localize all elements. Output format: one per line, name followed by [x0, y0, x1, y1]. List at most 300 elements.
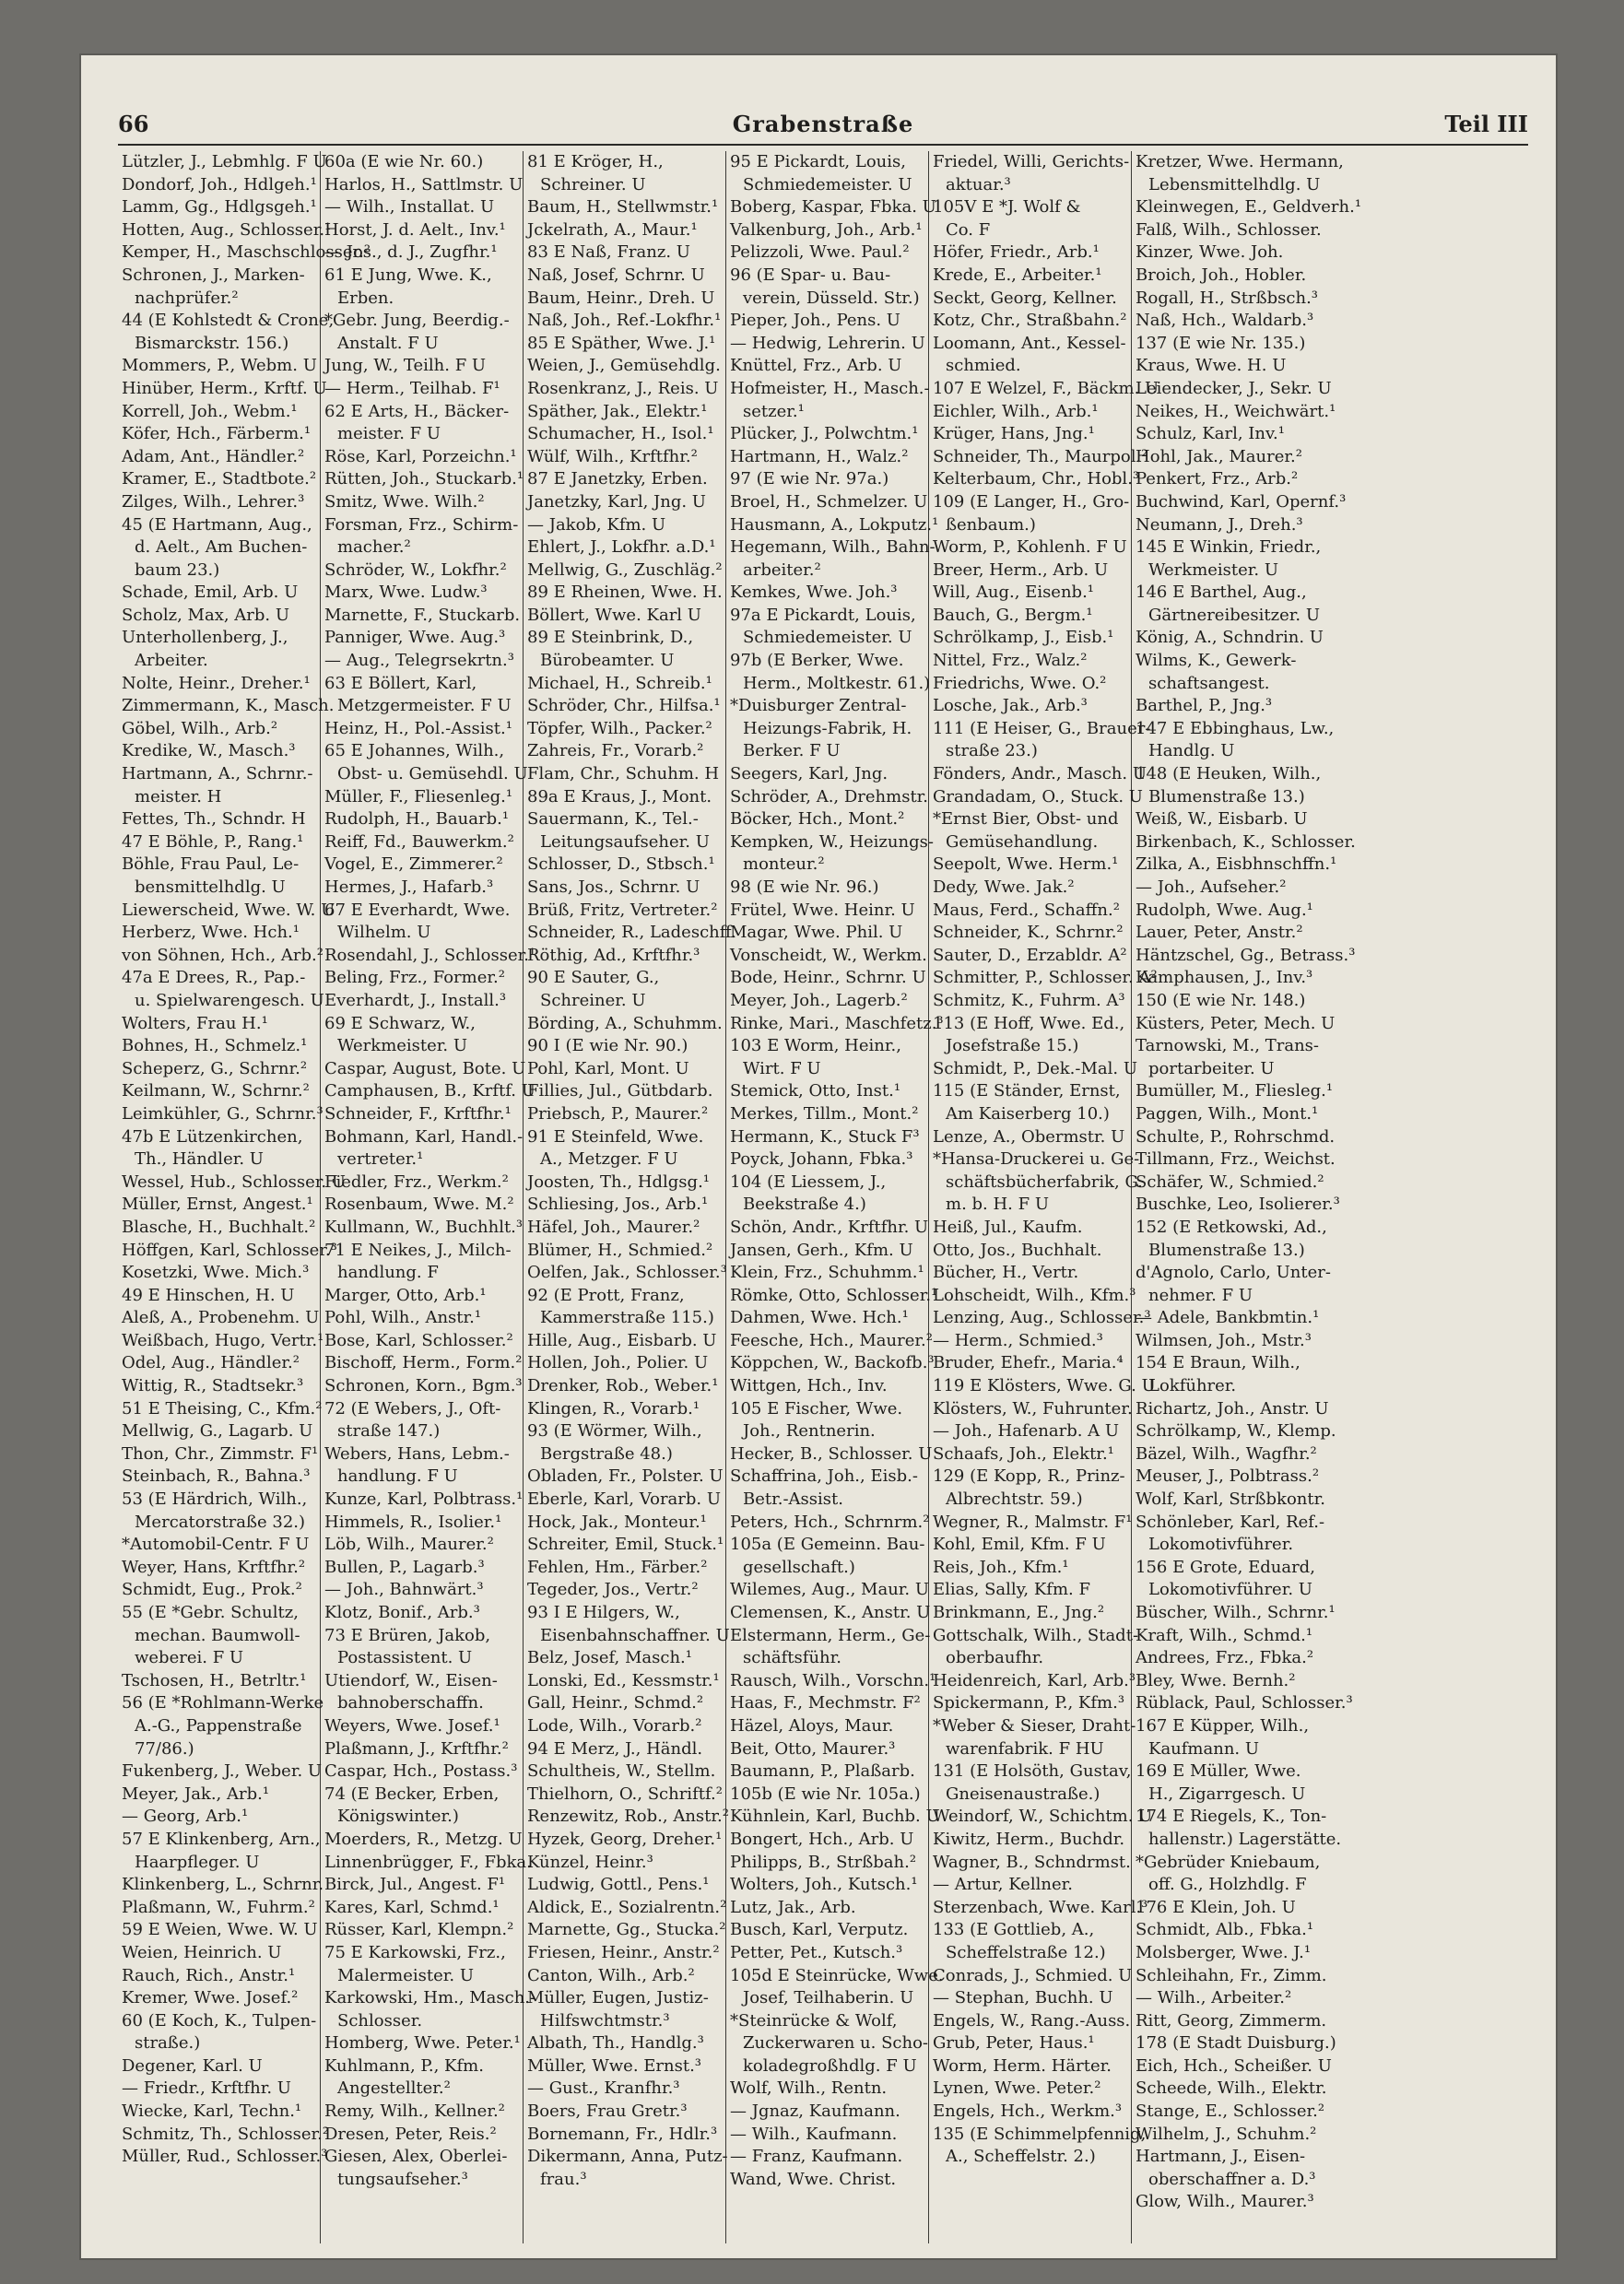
directory-entry: Spickermann, P., Kfm.³ [933, 1693, 1125, 1713]
directory-entry: nehmer. F U [1148, 1285, 1253, 1305]
directory-entry: Schneider, K., Schrnr.² [933, 923, 1124, 943]
directory-entry: Friesen, Heinr., Anstr.² [527, 1942, 720, 1962]
directory-entry: Weyer, Hans, Krftfhr.² [122, 1557, 306, 1577]
directory-entry: Keilmann, W., Schrnr.² [122, 1081, 310, 1101]
directory-entry: 97b (E Berker, Wwe. [730, 651, 904, 671]
directory-entry: Wittig, R., Stadtsekr.³ [122, 1376, 304, 1396]
directory-entry: Stange, E., Schlosser.² [1136, 2102, 1325, 2122]
directory-entry: Blümer, H., Schmied.² [527, 1240, 713, 1260]
directory-entry: Bismarckstr. 156.) [135, 333, 289, 353]
directory-entry: d. Aelt., Am Buchen- [135, 537, 308, 558]
directory-entry: *Automobil-Centr. F U [122, 1535, 310, 1555]
directory-entry: Josef, Teilhaberin. U [743, 1988, 914, 2008]
directory-entry: Lenze, A., Obermstr. U [933, 1126, 1125, 1147]
directory-entry: 44 (E Kohlstedt & Crone, [122, 311, 335, 331]
directory-entry: Lode, Wilh., Vorarb.² [527, 1715, 702, 1736]
directory-entry: Grub, Peter, Haus.¹ [933, 2033, 1095, 2054]
directory-entry: Königswinter.) [337, 1807, 459, 1827]
directory-entry: Harlos, H., Sattlmstr. U [324, 174, 524, 194]
directory-entry: Naß, Hch., Waldarb.³ [1136, 311, 1314, 331]
directory-entry: 65 E Johannes, Wilh., [324, 741, 505, 761]
directory-entry: A., Metzger. F U [540, 1149, 678, 1170]
directory-entry: vertreter.¹ [337, 1149, 424, 1170]
directory-entry: Obladen, Fr., Polster. U [527, 1466, 724, 1487]
directory-entry: Müller, F., Fliesenleg.¹ [324, 786, 513, 806]
directory-entry: Wilemes, Aug., Maur. U [730, 1580, 930, 1600]
directory-entry: Merkes, Tillm., Mont.² [730, 1103, 919, 1124]
directory-entry: tungsaufseher.³ [337, 2169, 468, 2189]
directory-entry: Baum, H., Stellwmstr.¹ [527, 197, 719, 218]
directory-entry: Krüger, Hans, Jng.¹ [933, 424, 1095, 444]
directory-entry: 174 E Riegels, K., Ton- [1136, 1807, 1327, 1827]
directory-entry: Lokomotivführer. U [1148, 1580, 1312, 1600]
directory-entry: Schmiedemeister. U [743, 174, 912, 194]
directory-entry: warenfabrik. F HU [946, 1738, 1104, 1759]
directory-entry: m. b. H. F U [946, 1195, 1049, 1215]
directory-entry: Baumann, P., Plaßarb. [730, 1761, 915, 1782]
directory-entry: Marger, Otto, Arb.¹ [324, 1285, 487, 1305]
directory-entry: Klotz, Bonif., Arb.³ [324, 1603, 480, 1622]
directory-column [1132, 151, 1362, 2243]
directory-entry: Sauter, D., Erzabldr. A² [933, 945, 1127, 965]
directory-entry: 47 E Böhle, P., Rang.¹ [122, 831, 304, 852]
directory-entry: Priebsch, P., Maurer.² [527, 1103, 709, 1124]
directory-entry: Bürobeamter. U [540, 651, 675, 671]
directory-entry: Büscher, Wilh., Schrnr.¹ [1136, 1603, 1336, 1622]
directory-entry: Leimkühler, G., Schrnr.³ [122, 1103, 324, 1124]
directory-entry: 96 (E Spar- u. Bau- [730, 265, 891, 285]
directory-entry: frau.³ [540, 2169, 587, 2189]
directory-entry: A.-G., Pappenstraße [135, 1715, 302, 1736]
directory-entry: Wolters, Joh., Kutsch.¹ [730, 1875, 918, 1895]
directory-entry: Friedrichs, Wwe. O.² [933, 673, 1107, 693]
directory-entry: Paggen, Wilh., Mont.¹ [1136, 1103, 1319, 1124]
directory-entry: Gottschalk, Wilh., Stadt- [933, 1625, 1139, 1645]
directory-entry: handlung. F [337, 1263, 439, 1283]
directory-entry: 89 E Steinbrink, D., [527, 628, 694, 648]
directory-entry: Schneider, Th., Maurpol.² [933, 446, 1148, 466]
directory-entry: Eisenbahnschaffner. U [540, 1625, 730, 1645]
directory-entry: 105d E Steinrücke, Wwe. [730, 1965, 944, 1985]
directory-entry: 72 (E Webers, J., Oft- [324, 1398, 501, 1419]
directory-entry: Philipps, B., Strßbah.² [730, 1852, 917, 1872]
directory-entry: 92 (E Prott, Franz, [527, 1285, 685, 1305]
directory-entry: Fillies, Jul., Gütbdarb. [527, 1081, 713, 1101]
directory-entry: 104 (E Liessem, J., [730, 1171, 887, 1192]
directory-entry: 81 E Kröger, H., [527, 152, 664, 171]
directory-entry: Worm, Herm. Härter. [933, 2055, 1112, 2076]
directory-entry: Josefstraße 15.) [946, 1036, 1079, 1056]
directory-entry: nachprüfer.² [135, 288, 239, 308]
directory-entry: Schaffrina, Joh., Eisb.- [730, 1466, 918, 1487]
directory-entry: Erben. [337, 288, 394, 308]
directory-entry: Meyer, Joh., Lagerb.² [730, 990, 908, 1010]
directory-entry: Thielhorn, O., Schriftf.² [527, 1784, 723, 1804]
directory-entry: Wiecke, Karl, Techn.¹ [122, 2102, 302, 2122]
directory-entry: Aleß, A., Probenehm. U [122, 1308, 320, 1328]
directory-entry: Rinke, Mari., Maschfetz.³ [730, 1013, 944, 1033]
directory-entry: Lokführer. [1148, 1376, 1237, 1396]
directory-entry: Bumüller, M., Fliesleg.¹ [1136, 1081, 1334, 1101]
directory-entry: Römke, Otto, Schlosser.¹ [730, 1285, 938, 1305]
directory-entry: 133 (E Gottlieb, A., [933, 1920, 1095, 1940]
directory-entry: Tillmann, Frz., Weichst. [1136, 1149, 1336, 1170]
directory-entry: 59 E Weien, Wwe. W. U [122, 1920, 318, 1940]
directory-entry: Elias, Sally, Kfm. F [933, 1580, 1090, 1600]
directory-entry: monteur.² [743, 854, 825, 875]
directory-entry: Kinzer, Wwe. Joh. [1136, 242, 1284, 263]
directory-entry: Seckt, Georg, Kellner. [933, 288, 1117, 308]
directory-entry: Schmitz, Th., Schlosser.² [122, 2124, 330, 2144]
directory-entry: Mommers, P., Webm. U [122, 356, 317, 376]
directory-column [726, 151, 944, 2243]
directory-entry: Sans, Jos., Schrnr. U [527, 877, 700, 897]
directory-entry: Schreiter, Emil, Stuck.¹ [527, 1535, 724, 1555]
street-name: Grabenstraße [732, 111, 914, 137]
directory-entry: Tschosen, H., Betrltr.¹ [122, 1670, 307, 1690]
directory-entry: Sauermann, K., Tel.- [527, 809, 699, 830]
directory-entry: Joosten, Th., Hdlgsg.¹ [527, 1171, 711, 1192]
directory-entry: Valkenburg, Joh., Arb.¹ [730, 219, 923, 240]
directory-entry: Rogall, H., Strßbsch.³ [1136, 288, 1319, 308]
directory-entry: Hock, Jak., Monteur.¹ [527, 1512, 707, 1532]
directory-entry: Rosenbaum, Wwe. M.² [324, 1195, 514, 1215]
directory-entry: Wülf, Wilh., Krftfhr.² [527, 446, 698, 466]
directory-entry: Röthig, Ad., Krftfhr.³ [527, 945, 700, 965]
directory-entry: Schlosser, D., Stbsch.¹ [527, 854, 715, 875]
directory-column [321, 151, 536, 2243]
directory-entry: aktuar.³ [946, 174, 1011, 194]
directory-entry: Remy, Wilh., Kellner.² [324, 2102, 505, 2122]
directory-entry: Lamm, Gg., Hdlgsgeh.¹ [122, 197, 317, 218]
directory-entry: Buschke, Leo, Isolierer.³ [1136, 1195, 1340, 1215]
directory-entry: Fehlen, Hm., Färber.² [527, 1557, 708, 1577]
directory-entry: Glow, Wilh., Maurer.³ [1136, 2192, 1314, 2212]
directory-entry: Bücher, H., Vertr. [933, 1263, 1079, 1283]
directory-entry: Beit, Otto, Maurer.³ [730, 1738, 896, 1759]
directory-entry: Kaufmann. U [1148, 1738, 1260, 1759]
directory-entry: off. G., Holzhdlg. F [1148, 1875, 1307, 1895]
directory-entry: Kamphausen, J., Inv.³ [1136, 968, 1313, 988]
directory-entry: Zilka, A., Eisbhnschffn.¹ [1136, 854, 1337, 875]
directory-entry: Fukenberg, J., Weber. U [122, 1761, 323, 1782]
directory-entry: Richartz, Joh., Anstr. U [1136, 1398, 1329, 1419]
directory-entry: Mellwig, G., Lagarb. U [122, 1421, 313, 1442]
directory-entry: handlung. F U [337, 1466, 458, 1487]
directory-entry: Lonski, Ed., Kessmstr.¹ [527, 1670, 720, 1690]
directory-entry: Kammerstraße 115.) [540, 1308, 714, 1328]
directory-entry: Busch, Karl, Verputz. [730, 1920, 909, 1940]
directory-entry: Kullmann, W., Buchhlt.³ [324, 1217, 524, 1237]
directory-entry: Müller, Eugen, Justiz- [527, 1988, 709, 2008]
directory-entry: Schmiedemeister. U [743, 628, 912, 648]
directory-entry: Zahreis, Fr., Vorarb.² [527, 741, 704, 761]
directory-entry: — Wilh., Installat. U [324, 197, 495, 218]
directory-entry: Schmitz, K., Fuhrm. A³ [933, 990, 1125, 1010]
directory-entry: Malermeister. U [337, 1965, 475, 1985]
directory-entry: Albrechtstr. 59.) [946, 1489, 1083, 1510]
directory-entry: 146 E Barthel, Aug., [1136, 583, 1307, 603]
directory-entry: 67 E Everhardt, Wwe. [324, 900, 511, 920]
directory-entry: Schronen, J., Marken- [122, 265, 305, 285]
directory-entry: Kosetzki, Wwe. Mich.³ [122, 1263, 310, 1283]
directory-entry: Werkmeister. U [337, 1036, 468, 1056]
directory-entry: Hermes, J., Hafarb.³ [324, 877, 494, 897]
directory-entry: 147 E Ebbinghaus, Lw., [1136, 718, 1335, 738]
directory-entry: meister. F U [337, 424, 441, 444]
directory-entry: Smitz, Wwe. Wilh.² [324, 491, 485, 512]
directory-entry: Schönleber, Karl, Ref.- [1136, 1512, 1325, 1532]
directory-entry: Engels, W., Rang.-Auss. [933, 2010, 1131, 2031]
directory-entry: Mercatorstraße 32.) [135, 1512, 306, 1532]
directory-entry: 150 (E wie Nr. 148.) [1136, 990, 1306, 1010]
directory-entry: Böcker, Hch., Mont.² [730, 809, 905, 830]
directory-entry: 105a (E Gemeinn. Bau- [730, 1535, 925, 1555]
directory-entry: Hille, Aug., Eisbarb. U [527, 1330, 717, 1350]
directory-entry: Barthel, P., Jng.³ [1136, 696, 1273, 716]
directory-entry: Odel, Aug., Händler.² [122, 1353, 300, 1373]
directory-entry: Handlg. U [1148, 741, 1235, 761]
directory-entry: Schmidt, P., Dek.-Mal. U [933, 1058, 1137, 1078]
directory-entry: Schön, Andr., Krftfhr. U [730, 1217, 929, 1237]
directory-entry: 47b E Lützenkirchen, [122, 1126, 303, 1147]
directory-entry: Wilmsen, Joh., Mstr.³ [1136, 1330, 1312, 1350]
directory-entry: Hilfswchtmstr.³ [540, 2010, 670, 2031]
directory-entry: Knüttel, Frz., Arb. U [730, 356, 902, 376]
directory-entry: Joh., Rentnerin. [743, 1421, 876, 1442]
directory-entry: Berker. F U [743, 741, 841, 761]
directory-entry: straße 23.) [946, 741, 1038, 761]
directory-entry: 90 I (E wie Nr. 90.) [527, 1036, 688, 1056]
directory-entry: Böhle, Frau Paul, Le- [122, 854, 300, 875]
directory-entry: 169 E Müller, Wwe. [1136, 1761, 1301, 1782]
directory-entry: Plücker, J., Polwchtm.¹ [730, 424, 919, 444]
directory-entry: Weyers, Wwe. Josef.¹ [324, 1715, 500, 1736]
directory-entry: Maus, Ferd., Schaffn.² [933, 900, 1120, 920]
directory-entry: Gall, Heinr., Schmd.² [527, 1693, 704, 1713]
directory-entry: — Artur, Kellner. [933, 1875, 1073, 1895]
directory-entry: ßenbaum.) [946, 514, 1036, 535]
directory-entry: Unterhollenberg, J., [122, 628, 288, 648]
directory-entry: Kleinwegen, E., Geldverh.¹ [1136, 197, 1362, 218]
directory-entry: Tarnowski, M., Trans- [1136, 1036, 1319, 1056]
directory-entry: Gemüsehandlung. [946, 831, 1099, 852]
directory-entry: schmied. [946, 356, 1021, 376]
directory-entry: Molsberger, Wwe. J.¹ [1136, 1942, 1312, 1962]
directory-entry: Giesen, Alex, Oberlei- [324, 2147, 508, 2167]
directory-entry: Kares, Karl, Schmd.¹ [324, 1897, 500, 1917]
directory-entry: Wolf, Karl, Strßbkontr. [1136, 1489, 1325, 1510]
directory-entry: Lenzing, Aug., Schlosser.³ [933, 1308, 1151, 1328]
directory-entry: 107 E Welzel, F., Bäckm. U [933, 378, 1159, 398]
directory-entry: Rosendahl, J., Schlosser.¹ [324, 945, 536, 965]
directory-entry: Heiß, Jul., Kaufm. [933, 1217, 1083, 1237]
directory-entry: Böllert, Wwe. Karl U [527, 605, 701, 625]
directory-entry: Blumenstraße 13.) [1148, 786, 1305, 806]
directory-entry: H., Zigarrgesch. U [1148, 1784, 1306, 1804]
directory-entry: A., Scheffelstr. 2.) [946, 2147, 1096, 2167]
directory-entry: Flam, Chr., Schuhm. H [527, 764, 720, 784]
directory-entry: Wolf, Wilh., Rentn. [730, 2078, 888, 2099]
directory-entry: Lebensmittelhdlg. U [1148, 174, 1321, 194]
directory-entry: Rüblack, Paul, Schlosser.³ [1136, 1693, 1353, 1713]
directory-entry: Kunze, Karl, Polbtrass.¹ [324, 1489, 524, 1510]
directory-entry: Scholz, Max, Arb. U [122, 605, 290, 625]
directory-entry: Schleihahn, Fr., Zimm. [1136, 1965, 1327, 1985]
directory-entry: Rudolph, Wwe. Aug.¹ [1136, 900, 1313, 920]
directory-entry: 47a E Drees, R., Pap.- [122, 968, 306, 988]
directory-entry: Penkert, Frz., Arb.² [1136, 469, 1299, 489]
directory-entry: 71 E Neikes, J., Milch- [324, 1240, 512, 1260]
directory-entry: 105b (E wie Nr. 105a.) [730, 1784, 921, 1804]
directory-entry: 87 E Janetzky, Erben. [527, 469, 708, 489]
directory-entry: Pelizzoli, Wwe. Paul.² [730, 242, 910, 263]
directory-entry: Beling, Frz., Former.² [324, 968, 505, 988]
directory-entry: Conrads, J., Schmied. U [933, 1965, 1133, 1985]
directory-entry: Klein, Frz., Schuhmm.¹ [730, 1263, 924, 1283]
directory-entry: Künzel, Heinr.³ [527, 1852, 653, 1872]
directory-entry: Pohl, Wilh., Anstr.¹ [324, 1308, 482, 1328]
directory-entry: Börding, A., Schuhmm. [527, 1013, 723, 1033]
directory-entry: Kretzer, Wwe. Hermann, [1136, 152, 1344, 171]
directory-entry: Poyck, Johann, Fbka.³ [730, 1149, 913, 1170]
directory-entry: Kemkes, Wwe. Joh.³ [730, 583, 898, 603]
directory-entry: Weißbach, Hugo, Vertr.¹ [122, 1330, 324, 1350]
directory-entry: Naß, Joh., Ref.-Lokfhr.¹ [527, 311, 722, 331]
directory-entry: 90 E Sauter, G., [527, 968, 660, 988]
directory-entry: Hermann, K., Stuck F³ [730, 1126, 920, 1147]
directory-entry: Schade, Emil, Arb. U [122, 583, 299, 603]
directory-entry: Hausmann, A., Lokputz.¹ [730, 514, 939, 535]
directory-entry: Weindorf, W., Schichtm. U [933, 1807, 1153, 1827]
directory-entry: Schröder, W., Lokfhr.² [324, 559, 507, 580]
directory-entry: 98 (E wie Nr. 96.) [730, 877, 879, 897]
page-number: 66 [118, 111, 149, 137]
directory-entry: Fettes, Th., Schndr. H [122, 809, 306, 830]
directory-entry: 148 (E Heuken, Wilh., [1136, 764, 1322, 784]
directory-entry: Schultheis, W., Stellm. [527, 1761, 716, 1782]
directory-entry: Schmidt, Eug., Prok.² [122, 1580, 302, 1600]
directory-entry: Heizungs-Fabrik, H. [743, 718, 912, 738]
directory-entry: *Weber & Sieser, Draht- [933, 1715, 1136, 1736]
directory-entry: 89a E Kraus, J., Mont. [527, 786, 712, 806]
directory-entry: oberbaufhr. [946, 1648, 1044, 1668]
directory-entry: Reis, Joh., Kfm.¹ [933, 1557, 1069, 1577]
directory-entry: Eberle, Karl, Vorarb. U [527, 1489, 722, 1510]
directory-entry: Renzewitz, Rob., Anstr.² [527, 1807, 729, 1827]
directory-entry: 61 E Jung, Wwe. K., [324, 265, 492, 285]
directory-entry: Rosenkranz, J., Reis. U [527, 378, 719, 398]
directory-entry: Bullen, P., Lagarb.³ [324, 1557, 485, 1577]
directory-entry: Bornemann, Fr., Hdlr.³ [527, 2124, 718, 2144]
directory-entry: Blumenstraße 13.) [1148, 1240, 1305, 1260]
directory-entry: 89 E Rheinen, Wwe. H. [527, 583, 723, 603]
directory-entry: schäftsführ. [743, 1648, 841, 1668]
directory-entry: Hartmann, J., Eisen- [1136, 2147, 1306, 2167]
directory-entry: Degener, Karl. U [122, 2055, 263, 2076]
directory-entry: 56 (E *Rohlmann-Werke [122, 1693, 324, 1713]
directory-entry: Horst, J. d. Aelt., Inv.¹ [324, 219, 506, 240]
directory-entry: 167 E Küpper, Wilh., [1136, 1715, 1310, 1736]
directory-entry: 115 (E Ständer, Ernst, [933, 1081, 1121, 1101]
directory-entry: Plaßmann, W., Fuhrm.² [122, 1897, 315, 1917]
directory-entry: Boers, Frau Gretr.³ [527, 2102, 688, 2122]
directory-entry: Nolte, Heinr., Dreher.¹ [122, 673, 311, 693]
directory-entry: Göbel, Wilh., Arb.² [122, 718, 278, 738]
directory-entry: Dedy, Wwe. Jak.² [933, 877, 1075, 897]
directory-entry: Kühnlein, Karl, Buchb. U [730, 1807, 940, 1827]
directory-entry: Am Kaiserberg 10.) [946, 1103, 1110, 1124]
directory-entry: Schmidt, Alb., Fbka.¹ [1136, 1920, 1314, 1940]
directory-entry: Pieper, Joh., Pens. U [730, 311, 900, 331]
directory-entry: Belz, Josef, Masch.¹ [527, 1648, 692, 1668]
directory-entry: Vogel, E., Zimmerer.² [324, 854, 503, 875]
directory-entry: 55 (E *Gebr. Schultz, [122, 1603, 299, 1622]
directory-entry: — Franz, Kaufmann. [730, 2147, 903, 2167]
directory-entry: 74 (E Becker, Erben, [324, 1784, 500, 1804]
directory-entry: schäftsbücherfabrik, G. [946, 1171, 1143, 1192]
directory-entry: Schaafs, Joh., Elektr.¹ [933, 1443, 1114, 1464]
directory-entry: Bode, Heinr., Schrnr. U [730, 968, 926, 988]
directory-entry: Häfel, Joh., Maurer.² [527, 1217, 700, 1237]
directory-entry: Bischoff, Herm., Form.² [324, 1353, 523, 1373]
directory-entry: Wilhelm. U [337, 923, 431, 943]
directory-entry: Schneider, R., Ladeschff. [527, 923, 736, 943]
directory-entry: von Söhnen, Hch., Arb.² [122, 945, 324, 965]
directory-entry: Kuhlmann, P., Kfm. [324, 2055, 484, 2076]
directory-entry: Bergstraße 48.) [540, 1443, 673, 1464]
directory-entry: Lauer, Peter, Anstr.² [1136, 923, 1303, 943]
directory-entry: Löb, Wilh., Maurer.² [324, 1535, 494, 1555]
directory-entry: Birkenbach, K., Schlosser. [1136, 831, 1356, 852]
directory-entry: 94 E Merz, J., Händl. [527, 1738, 703, 1759]
directory-entry: Canton, Wilh., Arb.² [527, 1965, 695, 1985]
directory-entry: Bohmann, Karl, Handl.- [324, 1126, 524, 1147]
directory-entry: Schneider, F., Krftfhr.¹ [324, 1103, 512, 1124]
directory-entry: 137 (E wie Nr. 135.) [1136, 333, 1306, 353]
directory-entry: Himmels, R., Isolier.¹ [324, 1512, 502, 1532]
directory-entry: Korrell, Joh., Webm.¹ [122, 401, 298, 421]
directory-entry: Kiwitz, Herm., Buchdr. [933, 1829, 1125, 1849]
directory-entry: Lützler, J., Lebmhlg. F U [122, 152, 327, 171]
directory-entry: 95 E Pickardt, Louis, [730, 152, 906, 171]
directory-entry: — Jakob, Kfm. U [527, 514, 666, 535]
directory-entry: Nittel, Frz., Walz.² [933, 651, 1088, 671]
directory-entry: — Gust., Kranfhr.³ [527, 2078, 680, 2099]
directory-entry: Caspar, Hch., Postass.³ [324, 1761, 518, 1782]
directory-entry: Hecker, B., Schlosser. U [730, 1443, 933, 1464]
directory-entry: Zilges, Wilh., Lehrer.³ [122, 491, 305, 512]
directory-entry: Rüsser, Karl, Klempn.² [324, 1920, 514, 1940]
directory-entry: Höfer, Friedr., Arb.¹ [933, 242, 1100, 263]
directory-entry: Kremer, Wwe. Josef.² [122, 1988, 299, 2008]
directory-entry: u. Spielwarengesch. U [135, 990, 324, 1010]
directory-entry: Plaßmann, J., Krftfhr.² [324, 1738, 509, 1759]
directory-entry: *Gebr. Jung, Beerdig.- [324, 311, 510, 331]
directory-entry: 53 (E Härdrich, Wilh., [122, 1489, 308, 1510]
directory-entry: koladegroßhdlg. F U [743, 2055, 917, 2076]
directory-entry: Panniger, Wwe. Aug.³ [324, 628, 506, 648]
part-label: Teil III [1444, 111, 1528, 137]
directory-entry: Engels, Hch., Werkm.³ [933, 2102, 1123, 2122]
directory-entry: Kohl, Emil, Kfm. F U [933, 1535, 1106, 1555]
directory-entry: Bongert, Hch., Arb. U [730, 1829, 914, 1849]
directory-entry: Will, Aug., Eisenb.¹ [933, 583, 1095, 603]
directory-entry: arbeiter.² [743, 559, 821, 580]
directory-entry: Camphausen, B., Krftf. U [324, 1081, 535, 1101]
directory-entry: Kraft, Wilh., Schmd.¹ [1136, 1625, 1313, 1645]
directory-entry: Anstalt. F U [337, 333, 439, 353]
